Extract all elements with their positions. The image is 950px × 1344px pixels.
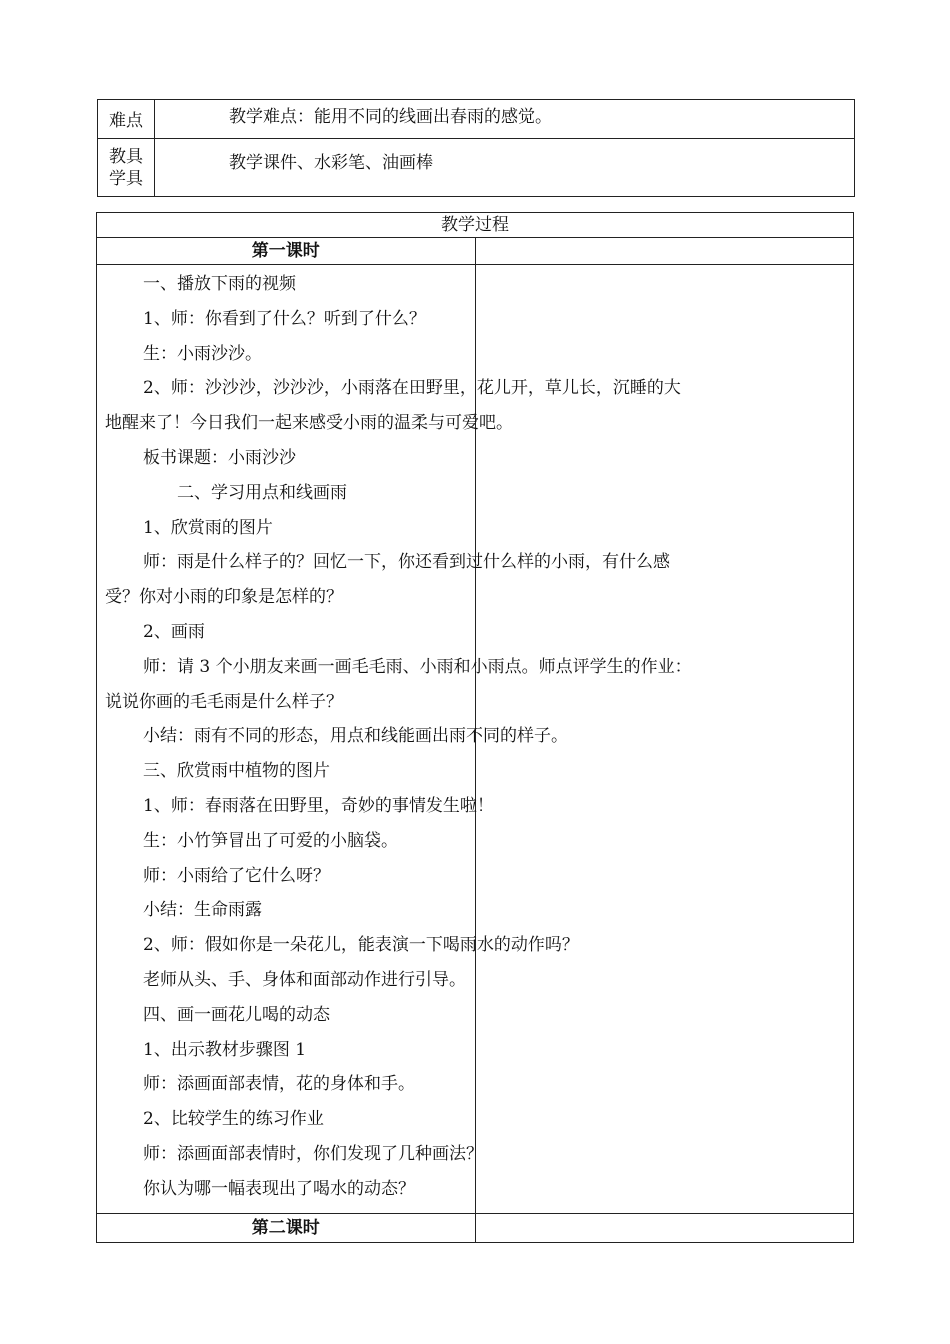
lesson1-title-row [97, 238, 854, 265]
side-note-cell [475, 238, 854, 265]
content-line: 生：小雨沙沙。 [143, 343, 262, 364]
content-line: 你认为哪一幅表现出了喝水的动态？ [143, 1178, 415, 1199]
content-line: 2、画雨 [143, 621, 205, 642]
content-line: 说说你画的毛毛雨是什么样子？ [105, 691, 343, 712]
info-row-tools [98, 139, 855, 197]
content-line: 生：小竹笋冒出了可爱的小脑袋。 [143, 830, 398, 851]
content-line: 老师从头、手、身体和面部动作进行引导。 [143, 969, 466, 990]
side-note-cell [475, 1213, 854, 1242]
content-line: 地醒来了！今日我们一起来感受小雨的温柔与可爱吧。 [105, 413, 513, 434]
content-line: 1、师：春雨落在田野里，奇妙的事情发生啦！ [143, 795, 494, 816]
content-line: 师：添画面部表情时，你们发现了几种画法？ [143, 1143, 483, 1164]
content-line: 师：小雨给了它什么呀？ [143, 865, 330, 886]
process-table [96, 212, 854, 1243]
content-line: 板书课题：小雨沙沙 [143, 447, 296, 468]
tools-label-line2: 学具 [109, 168, 143, 189]
content-line: 师：雨是什么样子的？回忆一下，你还看到过什么样的小雨，有什么感 [143, 552, 670, 573]
content-line: 1、欣赏雨的图片 [143, 517, 273, 538]
content-line: 1、出示教材步骤图 1 [143, 1039, 307, 1060]
tools-label-line1: 教具 [109, 146, 143, 167]
content-line: 2、比较学生的练习作业 [143, 1109, 324, 1130]
content-line: 小结：生命雨露 [143, 900, 262, 921]
lesson1-content-row [97, 265, 854, 1214]
content-line: 一、播放下雨的视频 [143, 274, 296, 294]
lesson2-title: 第二课时 [97, 1213, 476, 1242]
content-line: 2、师：假如你是一朵花儿，能表演一下喝雨水的动作吗？ [143, 935, 579, 956]
lesson1-title: 第一课时 [97, 238, 476, 265]
difficulty-label: 难点 [98, 100, 155, 139]
content-line: 四、画一画花儿喝的动态 [143, 1004, 330, 1025]
content-line: 师：添画面部表情，花的身体和手。 [143, 1074, 415, 1095]
content-line: 三、欣赏雨中植物的图片 [143, 761, 330, 782]
content-line: 二、学习用点和线画雨 [177, 482, 347, 503]
lesson2-title-row [97, 1213, 854, 1242]
content-line: 受？你对小雨的印象是怎样的？ [105, 587, 343, 608]
lesson1-content [97, 265, 692, 1214]
content-line: 2、师：沙沙沙，沙沙沙，小雨落在田野里，花儿开，草儿长，沉睡的大 [143, 378, 681, 399]
info-row-difficulty [98, 100, 855, 139]
tools-value: 教学课件、水彩笔、油画棒 [155, 139, 855, 197]
process-header-row [97, 213, 854, 238]
content-line: 1、师：你看到了什么？听到了什么？ [143, 308, 426, 329]
content-line: 小结：雨有不同的形态，用点和线能画出雨不同的样子。 [143, 726, 568, 747]
difficulty-value: 教学难点：能用不同的线画出春雨的感觉。 [155, 100, 855, 139]
process-header: 教学过程 [97, 213, 854, 238]
info-table [97, 99, 855, 197]
content-line: 师：请 3 个小朋友来画一画毛毛雨、小雨和小雨点。师点评学生的作业： [143, 656, 692, 677]
tools-label [98, 139, 155, 197]
